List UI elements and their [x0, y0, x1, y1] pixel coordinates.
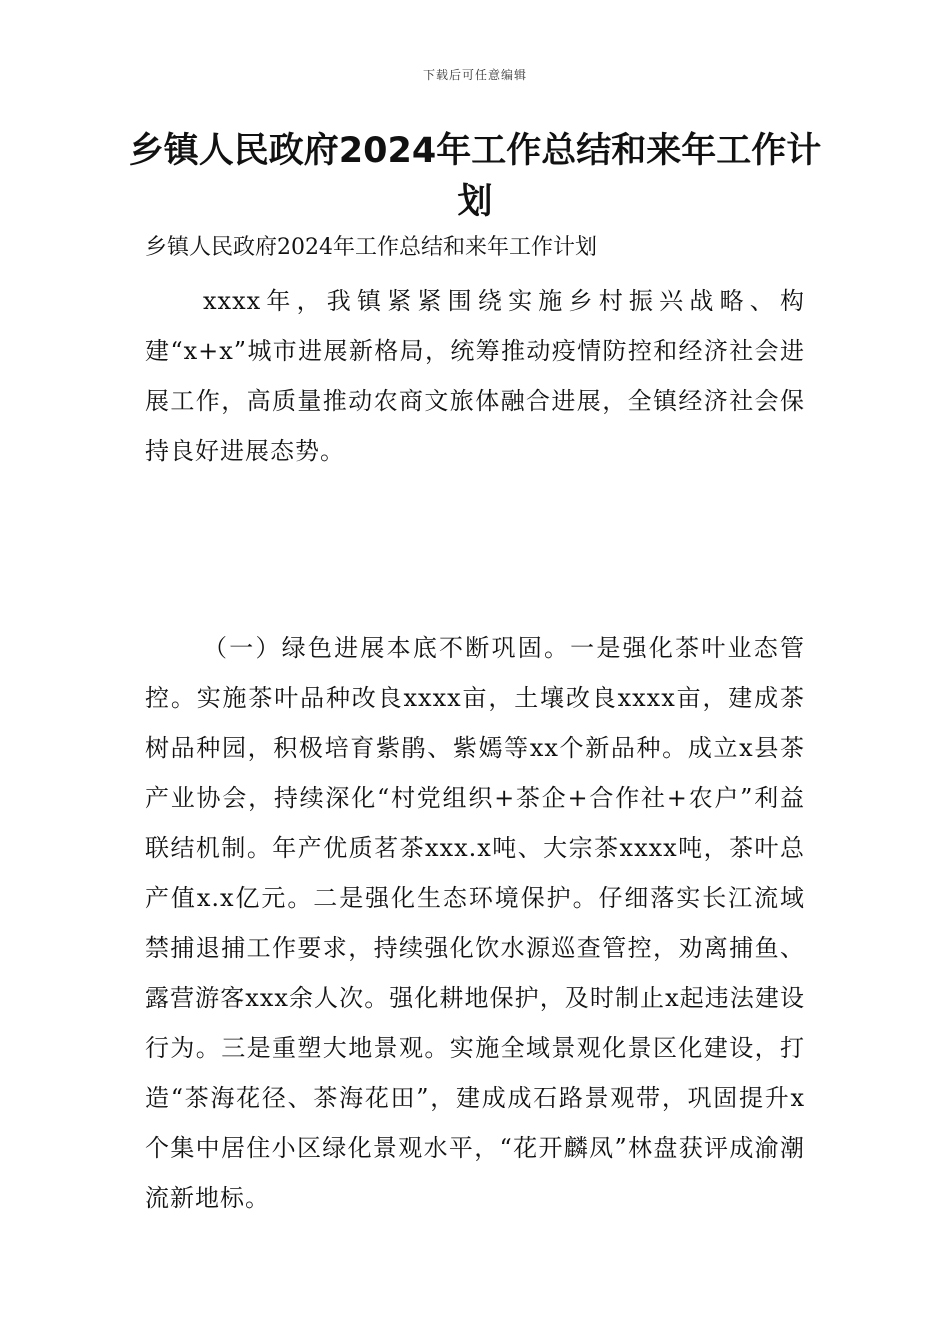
section-one-paragraph: （一）绿色进展本底不断巩固。一是强化茶叶业态管控。实施茶叶品种改良xxxx亩，土壤改良xxxx亩，建成茶树品种园，积极培育紫鹃、紫嫣等xx个新品种。成立x县茶产业协会，持续深化“村党组织+茶企+合作社+农户”利益联结机制。年产优质茗茶xxx.x吨、大宗茶xxxx吨，茶叶总产值x.x亿元。二是强化生态环境保护。仔细落实长江流域禁捕退捕工作要求，持续强化饮水源巡查管控，劝离捕鱼、露营游客xxx余人次。强化耕地保护，及时制止x起违法建设行为。三是重塑大地景观。实施全域景观化景区化建设，打造“茶海花径、茶海花田”，建成成石路景观带，巩固提升x个集中居住小区绿化景观水平，“花开麟凤”林盘获评成渝潮流新地标。 — [145, 634, 805, 1212]
document-title: 乡镇人民政府2024年工作总结和来年工作计划 — [128, 131, 822, 222]
document-subtitle: 乡镇人民政府2024年工作总结和来年工作计划 — [145, 235, 597, 260]
intro-paragraph: xxxx年，我镇紧紧围绕实施乡村振兴战略、构建“x+x”城市进展新格局，统筹推动疫情防控和经济社会进展工作，高质量推动农商文旅体融合进展，全镇经济社会保持良好进展态势。 — [145, 287, 805, 465]
header-note: 下载后可任意编辑 — [422, 68, 527, 82]
